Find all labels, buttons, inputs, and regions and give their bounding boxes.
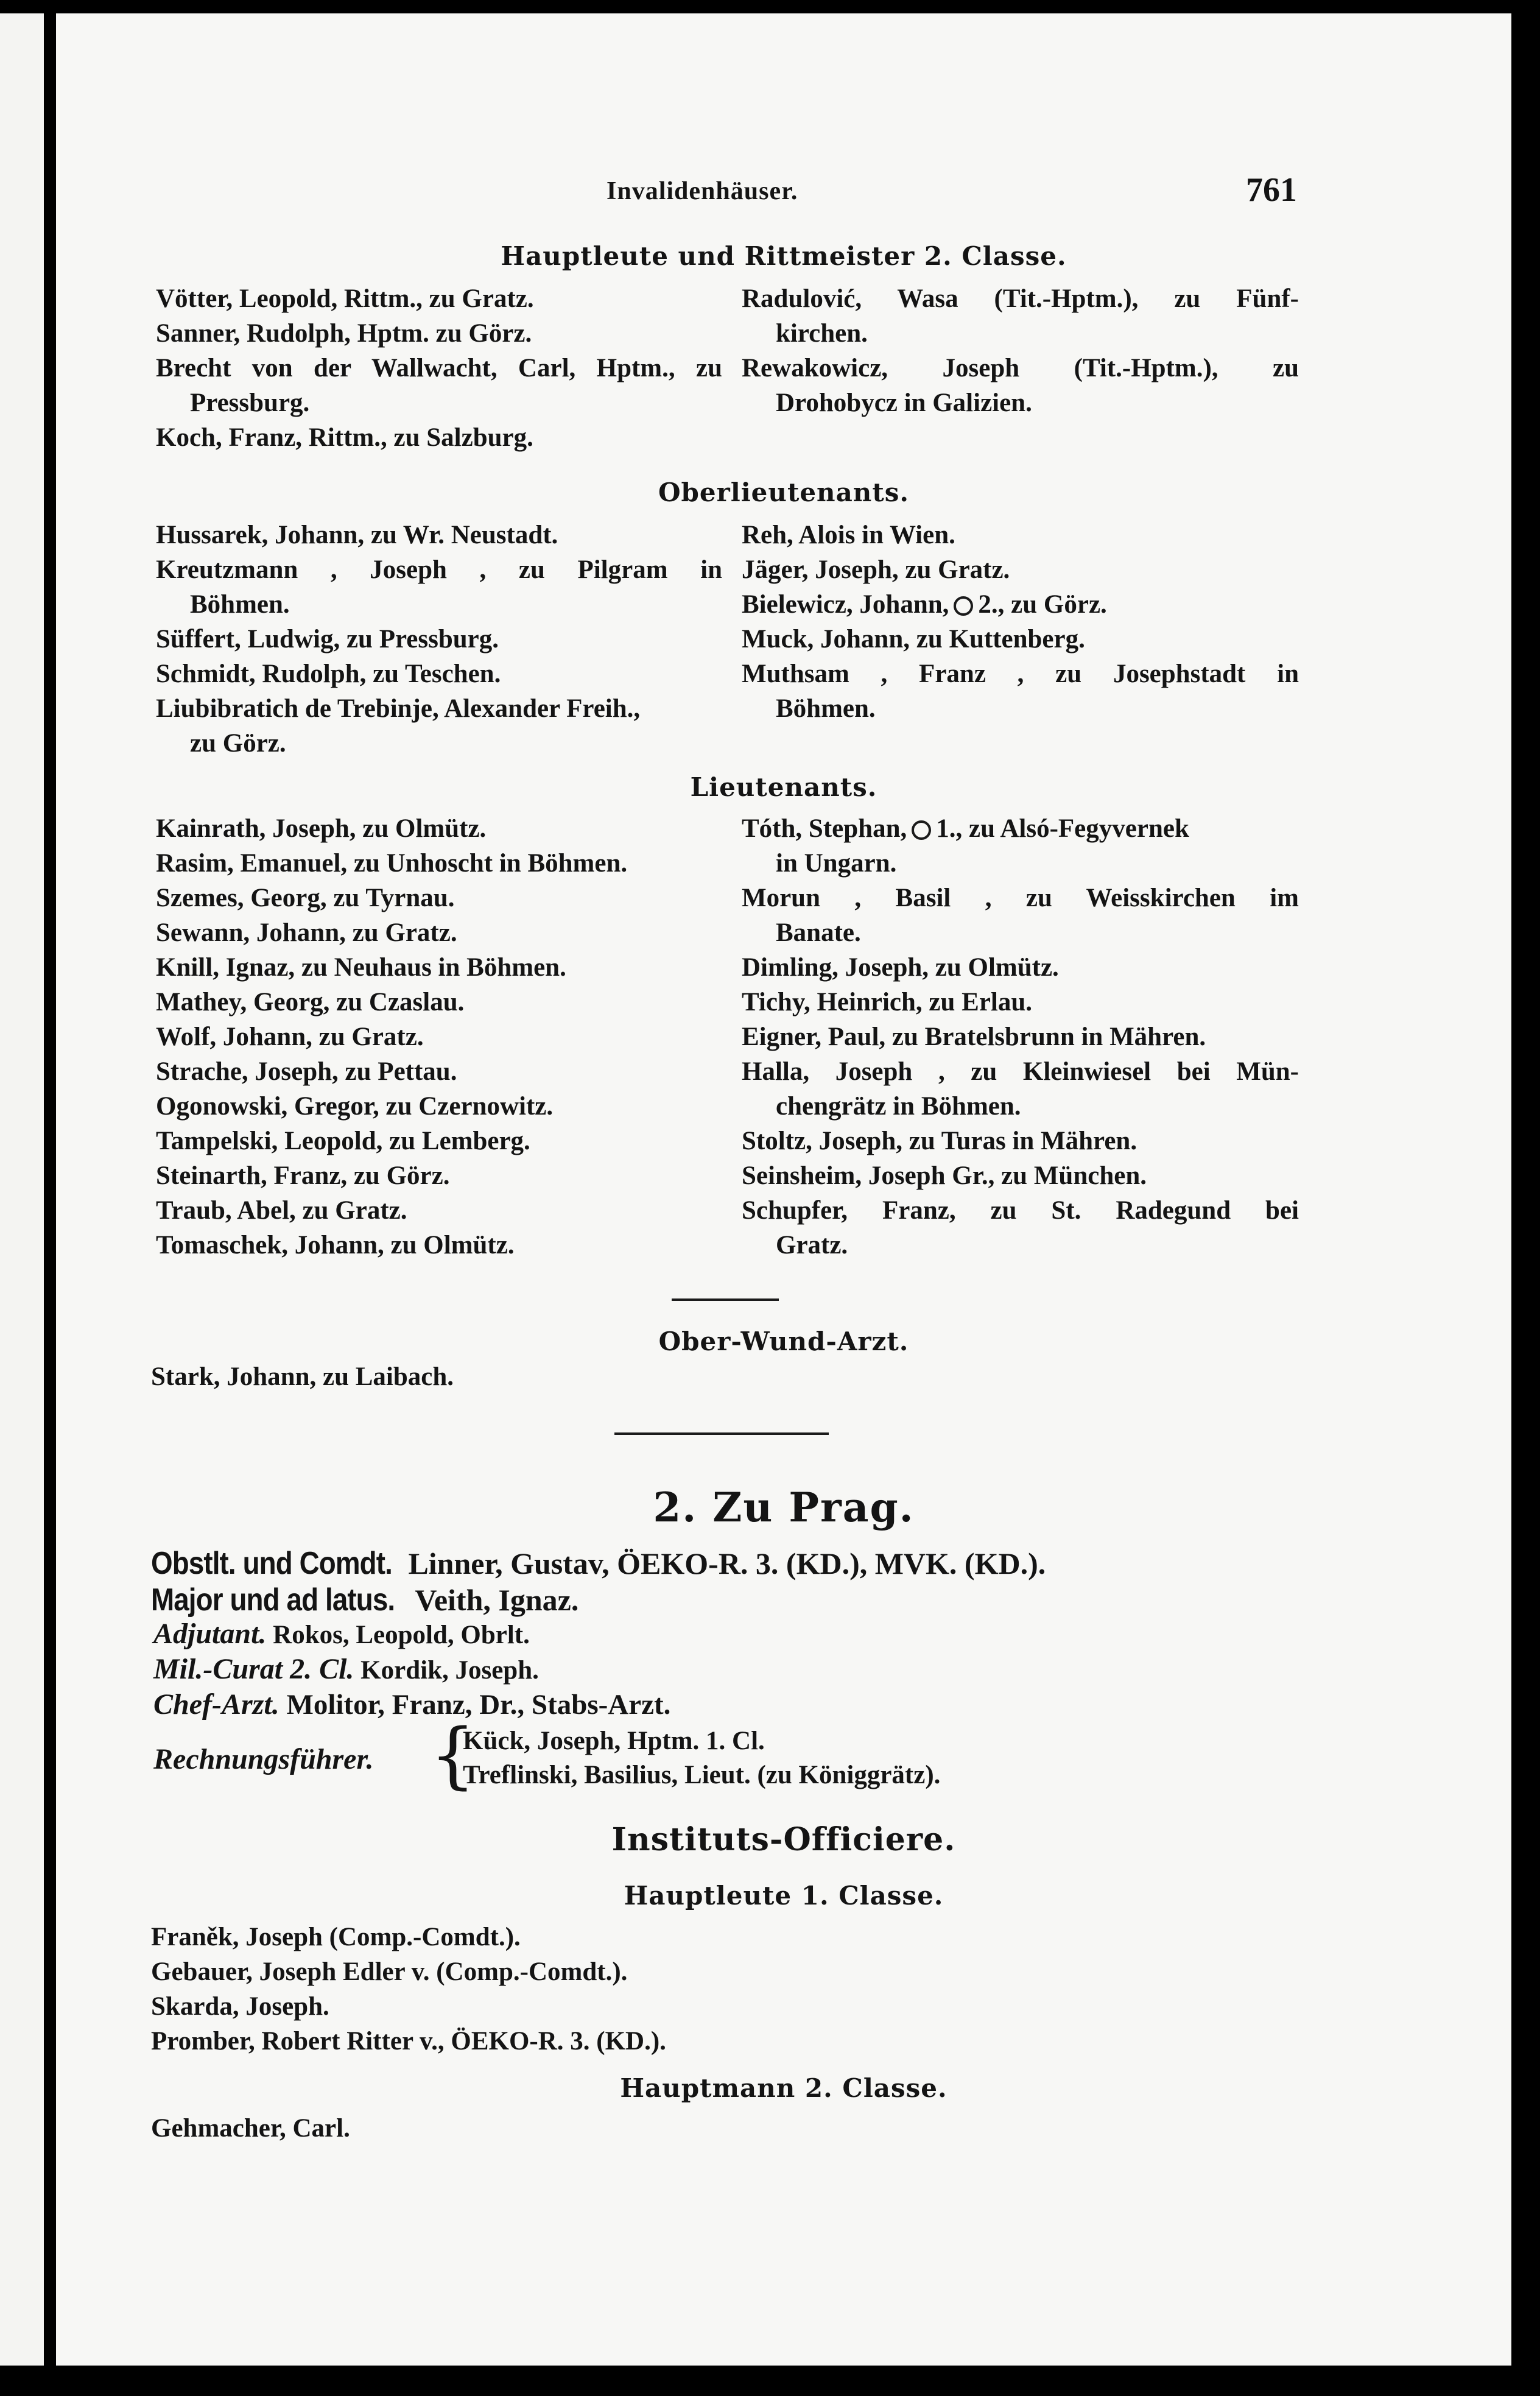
entry-continuation: kirchen.: [776, 319, 868, 348]
rank-label: Mil.-Curat 2. Cl.: [153, 1653, 354, 1685]
entry: Rasim, Emanuel, zu Unhoscht in Böhmen.: [156, 849, 628, 878]
entry-continuation: Gratz.: [776, 1231, 848, 1260]
entry-rest: 2., zu Görz.: [978, 590, 1107, 619]
rank-value: Linner, Gustav, ÖEKO-R. 3. (KD.), MVK. (KD.).: [408, 1546, 1046, 1580]
staff-line-comdt: [151, 1545, 1046, 1582]
separator-rule: [614, 1432, 829, 1435]
rank-value: Kordik, Joseph.: [360, 1656, 539, 1685]
entry: Szemes, Georg, zu Tyrnau.: [156, 884, 455, 912]
entry: Wolf, Johann, zu Gratz.: [156, 1023, 424, 1051]
entry: Vötter, Leopold, Rittm., zu Gratz.: [156, 284, 534, 313]
entry: [742, 587, 1299, 622]
rank-value: Rokos, Leopold, Obrlt.: [273, 1621, 530, 1649]
entry: Halla, Joseph , zu Kleinwiesel bei Mün-: [742, 1057, 1299, 1086]
entry: Liubibratich de Trebinje, Alexander Freih.,: [156, 694, 641, 723]
entry: Sewann, Johann, zu Gratz.: [156, 918, 457, 947]
entry: Traub, Abel, zu Gratz.: [156, 1196, 407, 1225]
rank-label: Adjutant.: [153, 1618, 267, 1650]
subheading-hauptleute-1: Hauptleute 1. Classe.: [624, 1881, 944, 1911]
rechnungsfuehrer-entry: Kück, Joseph, Hptm. 1. Cl.: [463, 1727, 765, 1755]
rank-value: Veith, Ignaz.: [415, 1583, 579, 1617]
section-heading-ober-wund-arzt: Ober-Wund-Arzt.: [658, 1327, 909, 1356]
entry-name: Tóth, Stephan,: [742, 814, 907, 843]
rank-value: Molitor, Franz, Dr., Stabs-Arzt.: [286, 1689, 671, 1721]
rechnungsfuehrer-entry: Treflinski, Basilius, Lieut. (zu Königgrätz).: [463, 1761, 941, 1789]
entry: Strache, Joseph, zu Pettau.: [156, 1057, 457, 1086]
entry: Mathey, Georg, zu Czaslau.: [156, 988, 465, 1017]
section-heading-lieutenants: Lieutenants.: [690, 772, 877, 802]
entry: Gehmacher, Carl.: [151, 2114, 350, 2143]
entry-continuation: chengrätz in Böhmen.: [776, 1092, 1021, 1121]
section-heading-hauptleute-2: Hauptleute und Rittmeister 2. Classe.: [501, 241, 1067, 271]
entry-name: Bielewicz, Johann,: [742, 590, 949, 619]
entry: Tampelski, Leopold, zu Lemberg.: [156, 1127, 530, 1155]
brace: {: [430, 1713, 476, 1797]
entry: Morun , Basil , zu Weisskirchen im: [742, 884, 1299, 912]
entry-continuation: Pressburg.: [190, 389, 310, 417]
entry: Radulović, Wasa (Tit.-Hptm.), zu Fünf-: [742, 284, 1299, 313]
entry: Koch, Franz, Rittm., zu Salzburg.: [156, 423, 533, 452]
entry: Reh, Alois in Wien.: [742, 521, 955, 549]
entry: Kainrath, Joseph, zu Olmütz.: [156, 814, 487, 843]
staff-line-chef-arzt: [153, 1687, 670, 1722]
entry: Gebauer, Joseph Edler v. (Comp.-Comdt.).: [151, 1957, 628, 1986]
entry: Tichy, Heinrich, zu Erlau.: [742, 988, 1033, 1017]
entry: Franěk, Joseph (Comp.-Comdt.).: [151, 1923, 521, 1951]
order-circle-icon: [954, 596, 973, 616]
page-number: 761: [1246, 171, 1297, 209]
entry-continuation: in Ungarn.: [776, 849, 897, 878]
entry: Stoltz, Joseph, zu Turas in Mähren.: [742, 1127, 1137, 1155]
entry: Dimling, Joseph, zu Olmütz.: [742, 953, 1059, 982]
rank-label: Chef-Arzt.: [153, 1688, 280, 1721]
rank-label: Obstlt. und Comdt.: [151, 1546, 392, 1581]
subheading-hauptmann-2: Hauptmann 2. Classe.: [620, 2073, 948, 2103]
section-heading-zu-prag: 2. Zu Prag.: [653, 1484, 915, 1531]
entry: Stark, Johann, zu Laibach.: [151, 1362, 454, 1391]
entry: Muck, Johann, zu Kuttenberg.: [742, 625, 1085, 654]
rank-label: Major und ad latus.: [151, 1582, 395, 1618]
entry-continuation: Drohobycz in Galizien.: [776, 389, 1032, 417]
entry-continuation: Banate.: [776, 918, 861, 947]
entry: Sanner, Rudolph, Hptm. zu Görz.: [156, 319, 532, 348]
entry: Eigner, Paul, zu Bratelsbrunn in Mähren.: [742, 1023, 1206, 1051]
section-heading-oberlieutenants: Oberlieutenants.: [658, 477, 910, 507]
entry: Tomaschek, Johann, zu Olmütz.: [156, 1231, 515, 1260]
entry-continuation: zu Görz.: [190, 729, 286, 758]
entry-continuation: Böhmen.: [190, 590, 290, 619]
entry: Muthsam , Franz , zu Josephstadt in: [742, 660, 1299, 688]
entry: Brecht von der Wallwacht, Carl, Hptm., zu: [156, 354, 722, 382]
staff-line-curat: [153, 1652, 539, 1688]
order-circle-icon: [912, 820, 931, 840]
entry: Schupfer, Franz, zu St. Radegund bei: [742, 1196, 1299, 1225]
entry: Ogonowski, Gregor, zu Czernowitz.: [156, 1092, 554, 1121]
entry: Rewakowicz, Joseph (Tit.-Hptm.), zu: [742, 354, 1299, 382]
running-title: Invalidenhäuser.: [607, 177, 798, 205]
entry: Skarda, Joseph.: [151, 1992, 329, 2021]
entry: Süffert, Ludwig, zu Pressburg.: [156, 625, 499, 654]
staff-line-adjutant: [153, 1616, 530, 1653]
entry-rest: 1., zu Alsó-Fegyvernek: [936, 814, 1189, 843]
entry: Knill, Ignaz, zu Neuhaus in Böhmen.: [156, 953, 566, 982]
entry: [742, 811, 1299, 846]
separator-rule: [672, 1298, 779, 1301]
section-heading-instituts-officiere: Instituts-Officiere.: [611, 1821, 956, 1858]
entry: Jäger, Joseph, zu Gratz.: [742, 555, 1010, 584]
facing-page-edge: [0, 13, 44, 2366]
rank-label-rechnungsfuehrer: Rechnungsführer.: [153, 1743, 374, 1775]
entry: Schmidt, Rudolph, zu Teschen.: [156, 660, 501, 688]
entry: Promber, Robert Ritter v., ÖEKO-R. 3. (KD.).: [151, 2027, 666, 2056]
entry-continuation: Böhmen.: [776, 694, 876, 723]
staff-line-major: [151, 1581, 578, 1619]
entry: Steinarth, Franz, zu Görz.: [156, 1161, 450, 1190]
entry: Kreutzmann , Joseph , zu Pilgram in: [156, 555, 722, 584]
entry: Hussarek, Johann, zu Wr. Neustadt.: [156, 521, 558, 549]
entry: Seinsheim, Joseph Gr., zu München.: [742, 1161, 1147, 1190]
